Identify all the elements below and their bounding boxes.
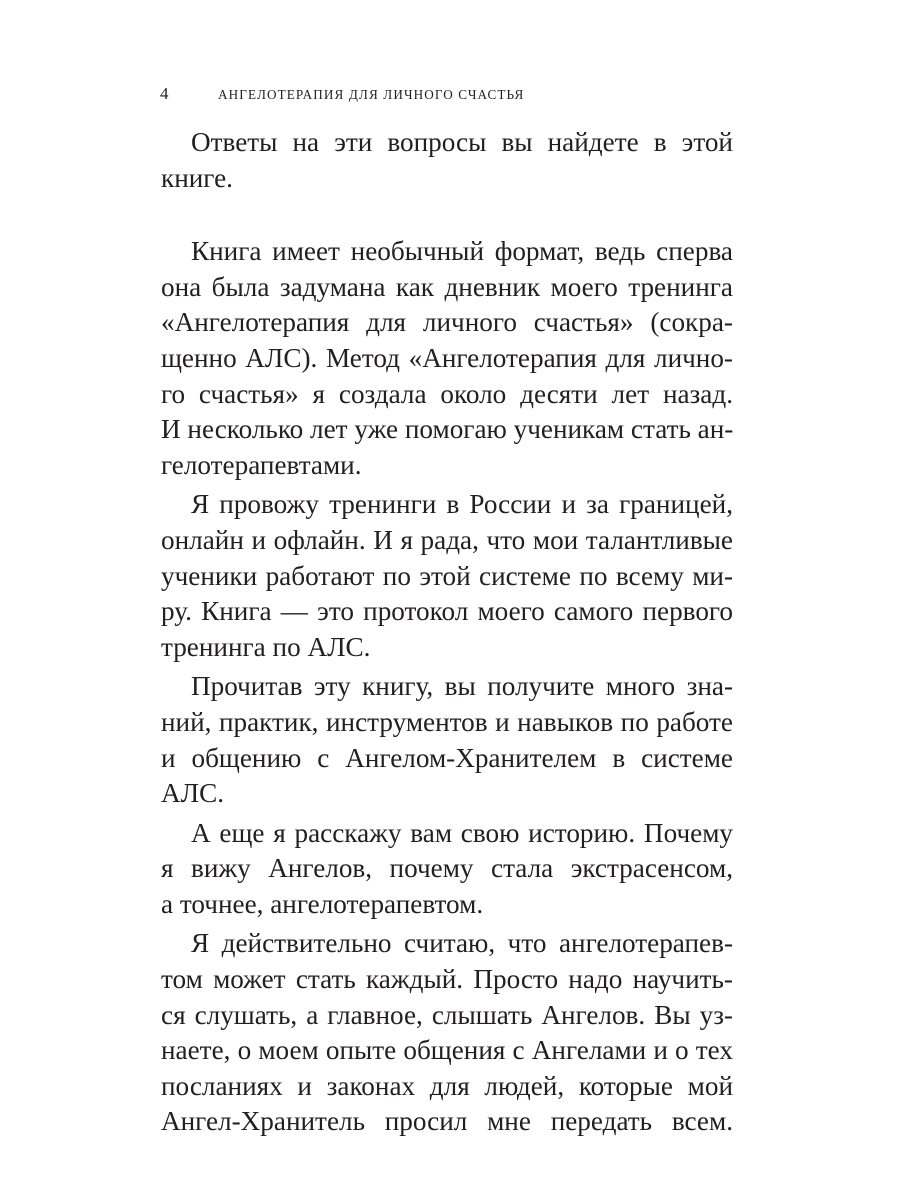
paragraph: [161, 926, 733, 1140]
text-line: щенно АЛС). Метод «Ангелотерапия для лично-: [161, 342, 733, 373]
text-line: А еще я расскажу вам свою историю. Почему: [191, 817, 733, 848]
paragraph: [161, 125, 733, 196]
text-line: ру. Книга — это протокол моего самого первого: [161, 596, 733, 627]
running-header: [160, 84, 524, 104]
running-title: АНГЕЛОТЕРАПИЯ ДЛЯ ЛИЧНОГО СЧАСТЬЯ: [218, 87, 525, 102]
text-line: ся слушать, а главное, слышать Ангелов. Вы уз-: [161, 999, 733, 1030]
text-line: гелотерапевтами.: [161, 449, 362, 480]
paragraph: [161, 487, 733, 665]
text-line: Я действительно считаю, что ангелотерапев-: [191, 928, 733, 959]
text-line: АЛС.: [161, 778, 225, 809]
paragraph: [161, 816, 733, 923]
text-line: Ангел-Хранитель просил мне передать всем.: [161, 1106, 733, 1137]
text-line: «Ангелотерапия для личного счастья» (сокра-: [161, 307, 733, 338]
paragraph: [161, 669, 733, 811]
text-line: го счастья» я создала около десяти лет назад.: [161, 378, 733, 409]
paragraph: [161, 234, 733, 483]
text-line: том может стать каждый. Просто надо научить-: [161, 964, 733, 995]
text-line: я вижу Ангелов, почему стала экстрасенсом,: [161, 853, 733, 884]
text-line: Ответы на эти вопросы вы найдете в этой: [191, 127, 733, 157]
text-line: книге.: [161, 162, 233, 193]
page-number: 4: [160, 84, 169, 103]
text-line: Я провожу тренинги в России и за границей,: [191, 489, 733, 520]
text-line: а точнее, ангелотерапевтом.: [161, 888, 484, 919]
text-line: и общению с Ангелом-Хранителем в системе: [161, 742, 733, 773]
text-line: тренинга по АЛС.: [161, 631, 371, 662]
text-line: ученики работают по этой системе по всему ми-: [161, 560, 733, 591]
text-line: посланиях и законах для людей, которые мой: [161, 1070, 733, 1101]
text-line: Прочитав эту книгу, вы получите много зна-: [191, 671, 733, 702]
text-line: И несколько лет уже помогаю ученикам стать ан-: [161, 414, 734, 445]
text-line: она была задумана как дневник моего тренинга: [161, 271, 733, 302]
text-line: Книга имеет необычный формат, ведь сперва: [191, 236, 733, 267]
text-line: онлайн и офлайн. И я рада, что мои талантливые: [161, 524, 733, 555]
text-line: наете, о моем опыте общения с Ангелами и о тех: [161, 1035, 733, 1066]
text-line: ний, практик, инструментов и навыков по работе: [161, 706, 733, 737]
body-text: [161, 125, 733, 1144]
